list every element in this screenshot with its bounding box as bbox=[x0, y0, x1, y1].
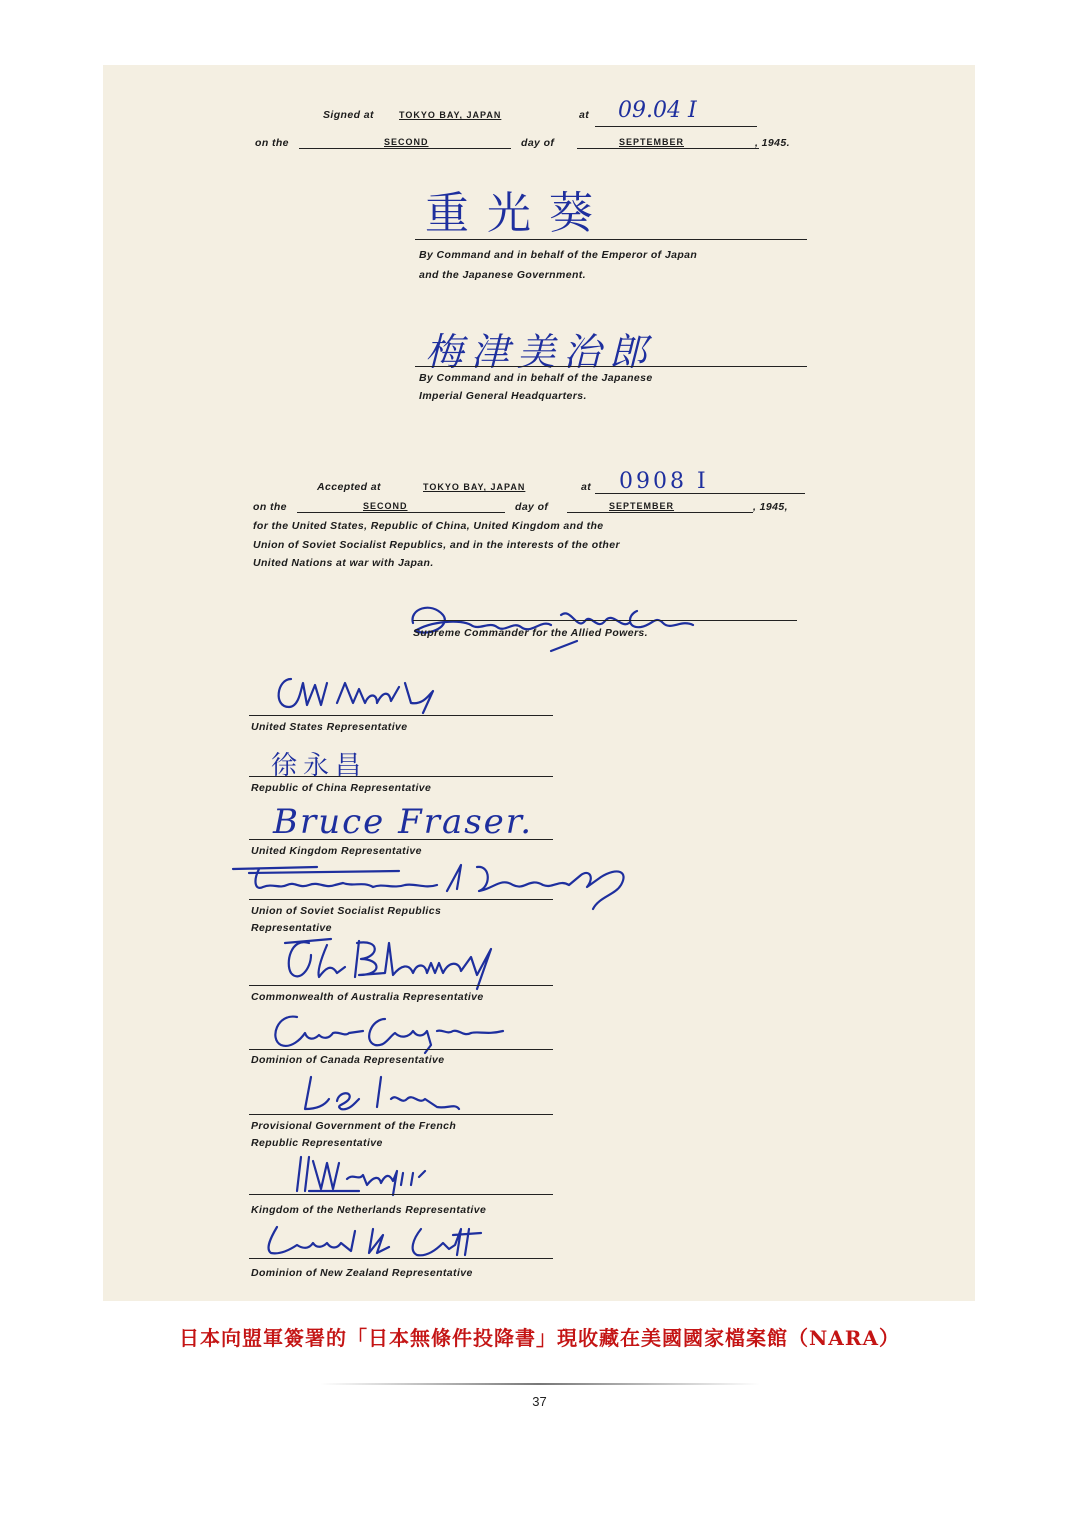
surrender-document-scan bbox=[103, 65, 975, 1301]
rep-line-2 bbox=[249, 776, 553, 777]
macarthur-signature-drawing bbox=[401, 585, 701, 651]
shigemitsu-caption-1: By Command and in behalf of the Emperor of Japan bbox=[419, 249, 698, 261]
shigemitsu-line bbox=[415, 239, 807, 240]
rep-caption-7a: Provisional Government of the French bbox=[251, 1120, 457, 1132]
signing-place: TOKYO BAY, JAPAN bbox=[399, 110, 502, 120]
signed-at-label: Signed at bbox=[323, 109, 374, 121]
france-rep-signature-drawing bbox=[297, 1069, 467, 1115]
acceptance-on-the-label: on the bbox=[253, 501, 287, 513]
accepted-at-label: Accepted at bbox=[317, 481, 381, 493]
rep-line-6 bbox=[249, 1049, 553, 1050]
acceptance-line-2: Union of Soviet Socialist Republics, and in the interests of the other bbox=[253, 539, 620, 551]
on-the-label: on the bbox=[255, 137, 289, 149]
macarthur-caption: Supreme Commander for the Allied Powers. bbox=[413, 627, 648, 639]
rep-caption-7b: Republic Representative bbox=[251, 1137, 383, 1149]
footer-divider bbox=[320, 1383, 760, 1385]
rep-caption-2: Republic of China Representative bbox=[251, 782, 432, 794]
acceptance-time-line bbox=[595, 493, 805, 494]
shigemitsu-signature: 重光葵 bbox=[425, 188, 611, 239]
rep-line-9 bbox=[249, 1258, 553, 1259]
rep-caption-6: Dominion of Canada Representative bbox=[251, 1054, 445, 1066]
signing-time: 09.04 I bbox=[618, 98, 697, 123]
signing-time-line bbox=[595, 126, 757, 127]
acceptance-place: TOKYO BAY, JAPAN bbox=[423, 482, 526, 492]
page-number: 37 bbox=[532, 1394, 547, 1409]
figure-caption: 日本向盟軍簽署的「日本無條件投降書」現收藏在美國國家檔案館（NARA） bbox=[179, 1326, 900, 1350]
acceptance-time: 0908 I bbox=[619, 469, 709, 494]
rep-line-4 bbox=[249, 899, 553, 900]
umezu-caption-2: Imperial General Headquarters. bbox=[419, 390, 587, 402]
signing-at-label: at bbox=[579, 109, 590, 121]
rep-line-3 bbox=[249, 839, 553, 840]
acceptance-at-label: at bbox=[581, 481, 592, 493]
acceptance-month: SEPTEMBER bbox=[609, 501, 675, 511]
netherlands-rep-signature-drawing bbox=[289, 1151, 459, 1197]
shigemitsu-caption-2: and the Japanese Government. bbox=[419, 269, 586, 281]
rep-line-1 bbox=[249, 715, 553, 716]
macarthur-line bbox=[413, 620, 797, 621]
rep-caption-3: United Kingdom Representative bbox=[251, 845, 422, 857]
rep-line-8 bbox=[249, 1194, 553, 1195]
umezu-signature: 梅津美治郎 bbox=[425, 330, 656, 374]
rep-caption-4b: Representative bbox=[251, 922, 332, 934]
acceptance-year: , 1945, bbox=[753, 501, 788, 513]
new-zealand-rep-signature-drawing bbox=[257, 1221, 507, 1261]
rep-caption-1: United States Representative bbox=[251, 721, 408, 733]
acceptance-day-line bbox=[297, 512, 505, 513]
acceptance-month-line bbox=[567, 512, 753, 513]
signing-year: , 1945. bbox=[755, 137, 790, 149]
month-line bbox=[577, 148, 759, 149]
rep-line-5 bbox=[249, 985, 553, 986]
umezu-caption-1: By Command and in behalf of the Japanese bbox=[419, 372, 653, 384]
acceptance-line-1: for the United States, Republic of China, United Kingdom and the bbox=[253, 520, 604, 532]
signing-day: SECOND bbox=[384, 137, 429, 147]
acceptance-day: SECOND bbox=[363, 501, 408, 511]
acceptance-day-of-label: day of bbox=[515, 501, 549, 513]
day-of-label: day of bbox=[521, 137, 555, 149]
day-line bbox=[299, 148, 511, 149]
uk-rep-signature: Bruce Fraser. bbox=[273, 802, 534, 842]
signing-month: SEPTEMBER bbox=[619, 137, 685, 147]
rep-caption-5: Commonwealth of Australia Representative bbox=[251, 991, 484, 1003]
rep-caption-8: Kingdom of the Netherlands Representative bbox=[251, 1204, 487, 1216]
china-rep-signature: 徐永昌 bbox=[271, 751, 368, 781]
nimitz-signature-drawing bbox=[273, 669, 463, 717]
australia-rep-signature-drawing bbox=[281, 929, 521, 991]
rep-line-7 bbox=[249, 1114, 553, 1115]
rep-caption-9: Dominion of New Zealand Representative bbox=[251, 1267, 473, 1279]
umezu-line bbox=[415, 366, 807, 367]
rep-caption-4a: Union of Soviet Socialist Republics bbox=[251, 905, 442, 917]
acceptance-line-3: United Nations at war with Japan. bbox=[253, 557, 434, 569]
